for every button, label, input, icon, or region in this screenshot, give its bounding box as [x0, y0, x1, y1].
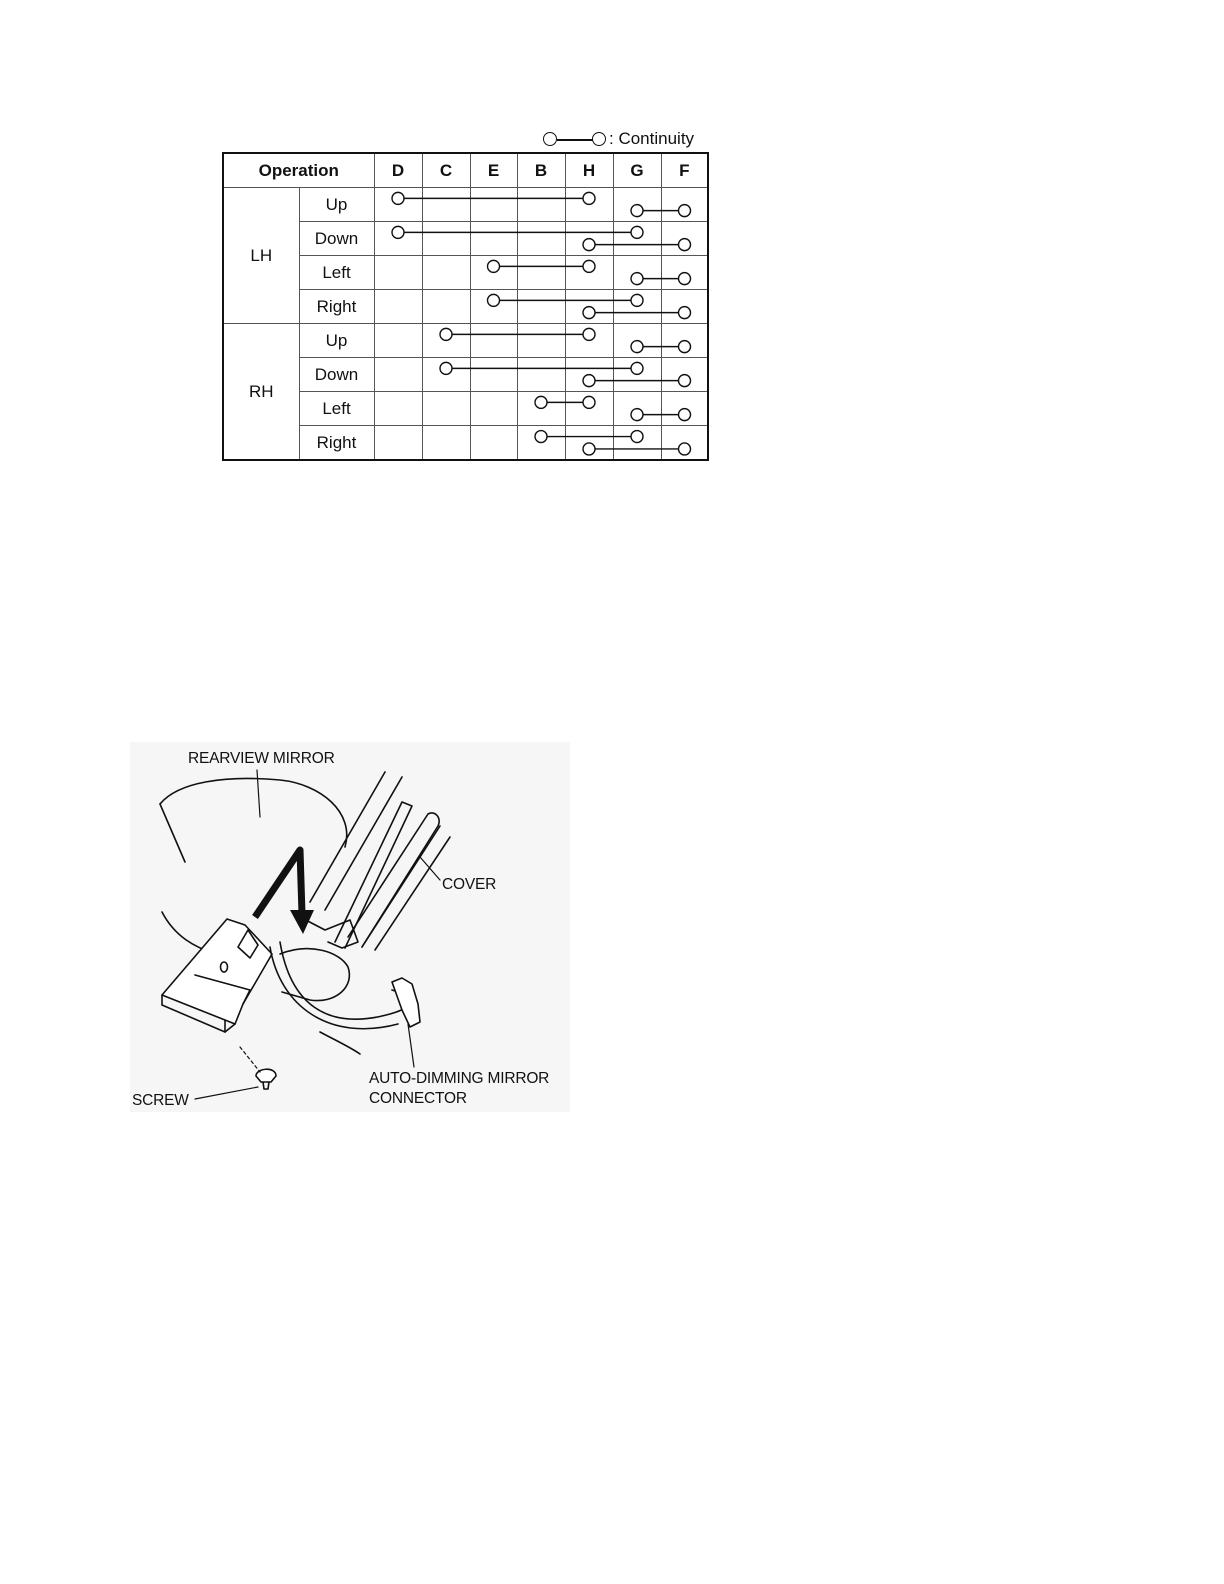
- operation-label: Up: [299, 188, 374, 222]
- terminal-header: H: [565, 153, 613, 188]
- terminal-header: C: [422, 153, 470, 188]
- connector-label-line1: AUTO-DIMMING MIRROR: [369, 1070, 550, 1087]
- continuity-table: [222, 152, 709, 461]
- cover-label: COVER: [442, 876, 497, 893]
- group-label: LH: [223, 188, 299, 324]
- mirror-drawing: [130, 742, 570, 1112]
- legend-text: : Continuity: [609, 129, 695, 148]
- continuity-legend: [543, 128, 694, 150]
- switch-continuity-table: [222, 152, 709, 457]
- continuity-symbol-icon: [543, 131, 605, 147]
- operation-label: Right: [299, 426, 374, 461]
- terminal-header: G: [613, 153, 661, 188]
- operation-label: Down: [299, 222, 374, 256]
- operation-label: Up: [299, 324, 374, 358]
- operation-label: Left: [299, 392, 374, 426]
- terminal-header: E: [470, 153, 517, 188]
- operation-label: Right: [299, 290, 374, 324]
- table-row: [223, 324, 708, 358]
- terminal-header: F: [661, 153, 708, 188]
- connector-label-line2: CONNECTOR: [369, 1090, 467, 1107]
- table-row: [223, 188, 708, 222]
- terminal-header: B: [517, 153, 565, 188]
- table-header-row: [223, 153, 708, 188]
- rearview-mirror-label: REARVIEW MIRROR: [188, 750, 335, 767]
- screw-label: SCREW: [132, 1092, 189, 1109]
- operation-label: Down: [299, 358, 374, 392]
- operation-label: Left: [299, 256, 374, 290]
- terminal-header: D: [374, 153, 422, 188]
- rearview-mirror-illustration: [130, 742, 570, 1112]
- operation-header: Operation: [223, 153, 374, 188]
- group-label: RH: [223, 324, 299, 461]
